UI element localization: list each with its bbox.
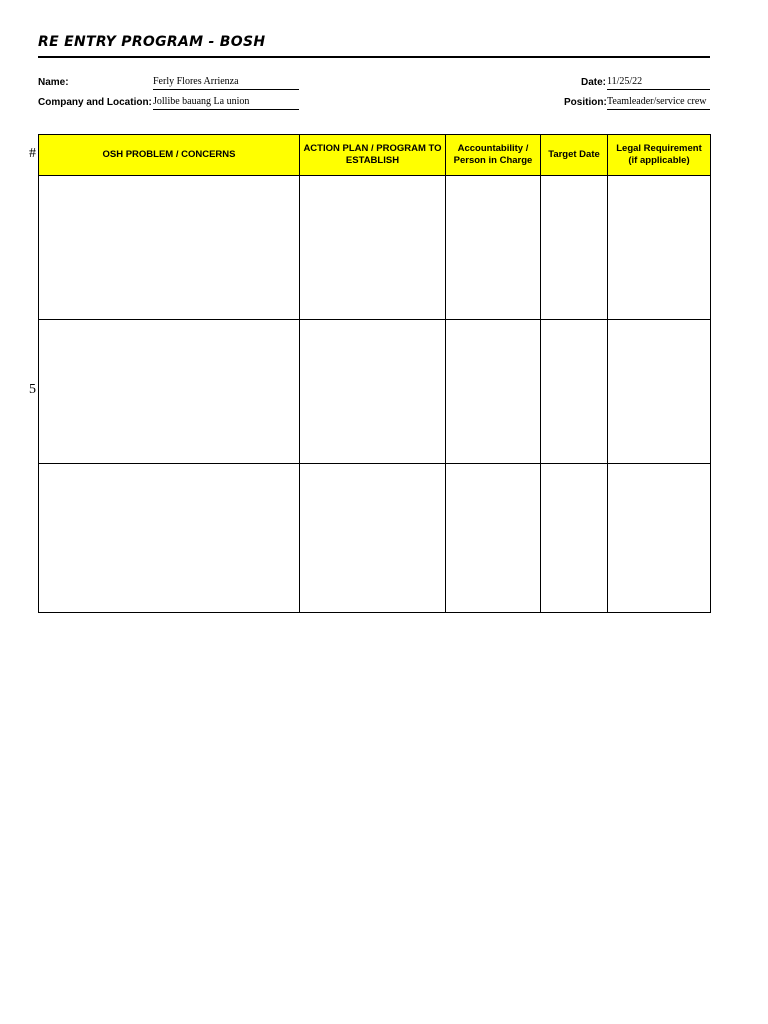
name-label: Name:: [38, 77, 69, 88]
company-label: Company and Location:: [38, 97, 152, 108]
table-cell-legal-requirement[interactable]: [608, 464, 711, 613]
column-header-osh-problem: OSH PROBLEM / CONCERNS: [39, 135, 300, 176]
column-header-legal-requirement: Legal Requirement (if applicable): [608, 135, 711, 176]
table-cell-osh-problem[interactable]: [39, 176, 300, 320]
table-row: [39, 320, 711, 464]
table-header-row: [39, 135, 711, 176]
column-header-accountability: Accountability / Person in Charge: [446, 135, 541, 176]
osh-action-plan-table: [38, 134, 711, 613]
table-cell-osh-problem[interactable]: [39, 320, 300, 464]
table-cell-target-date[interactable]: [541, 176, 608, 320]
table-cell-osh-problem[interactable]: [39, 464, 300, 613]
table-cell-action-plan[interactable]: [300, 176, 446, 320]
table-cell-target-date[interactable]: [541, 464, 608, 613]
position-field[interactable]: Teamleader/service crew: [607, 96, 710, 110]
table-cell-legal-requirement[interactable]: [608, 176, 711, 320]
name-field[interactable]: Ferly Flores Arrienza: [153, 76, 299, 90]
table-cell-accountability[interactable]: [446, 464, 541, 613]
title-divider: [38, 56, 710, 58]
company-field[interactable]: Jollibe bauang La union: [153, 96, 299, 110]
table-row: [39, 464, 711, 613]
table-cell-accountability[interactable]: [446, 176, 541, 320]
date-label: Date:: [581, 77, 607, 88]
table-row: [39, 176, 711, 320]
page-title: RE ENTRY PROGRAM - BOSH: [38, 34, 266, 50]
row-marker-number: 5: [29, 382, 36, 397]
date-field[interactable]: 11/25/22: [607, 76, 710, 90]
row-marker-hash: #: [29, 146, 36, 161]
table-cell-legal-requirement[interactable]: [608, 320, 711, 464]
table-cell-accountability[interactable]: [446, 320, 541, 464]
column-header-action-plan: ACTION PLAN / PROGRAM TO ESTABLISH: [300, 135, 446, 176]
table-cell-target-date[interactable]: [541, 320, 608, 464]
column-header-target-date: Target Date: [541, 135, 608, 176]
table-cell-action-plan[interactable]: [300, 320, 446, 464]
position-label: Position:: [564, 97, 607, 108]
table-cell-action-plan[interactable]: [300, 464, 446, 613]
